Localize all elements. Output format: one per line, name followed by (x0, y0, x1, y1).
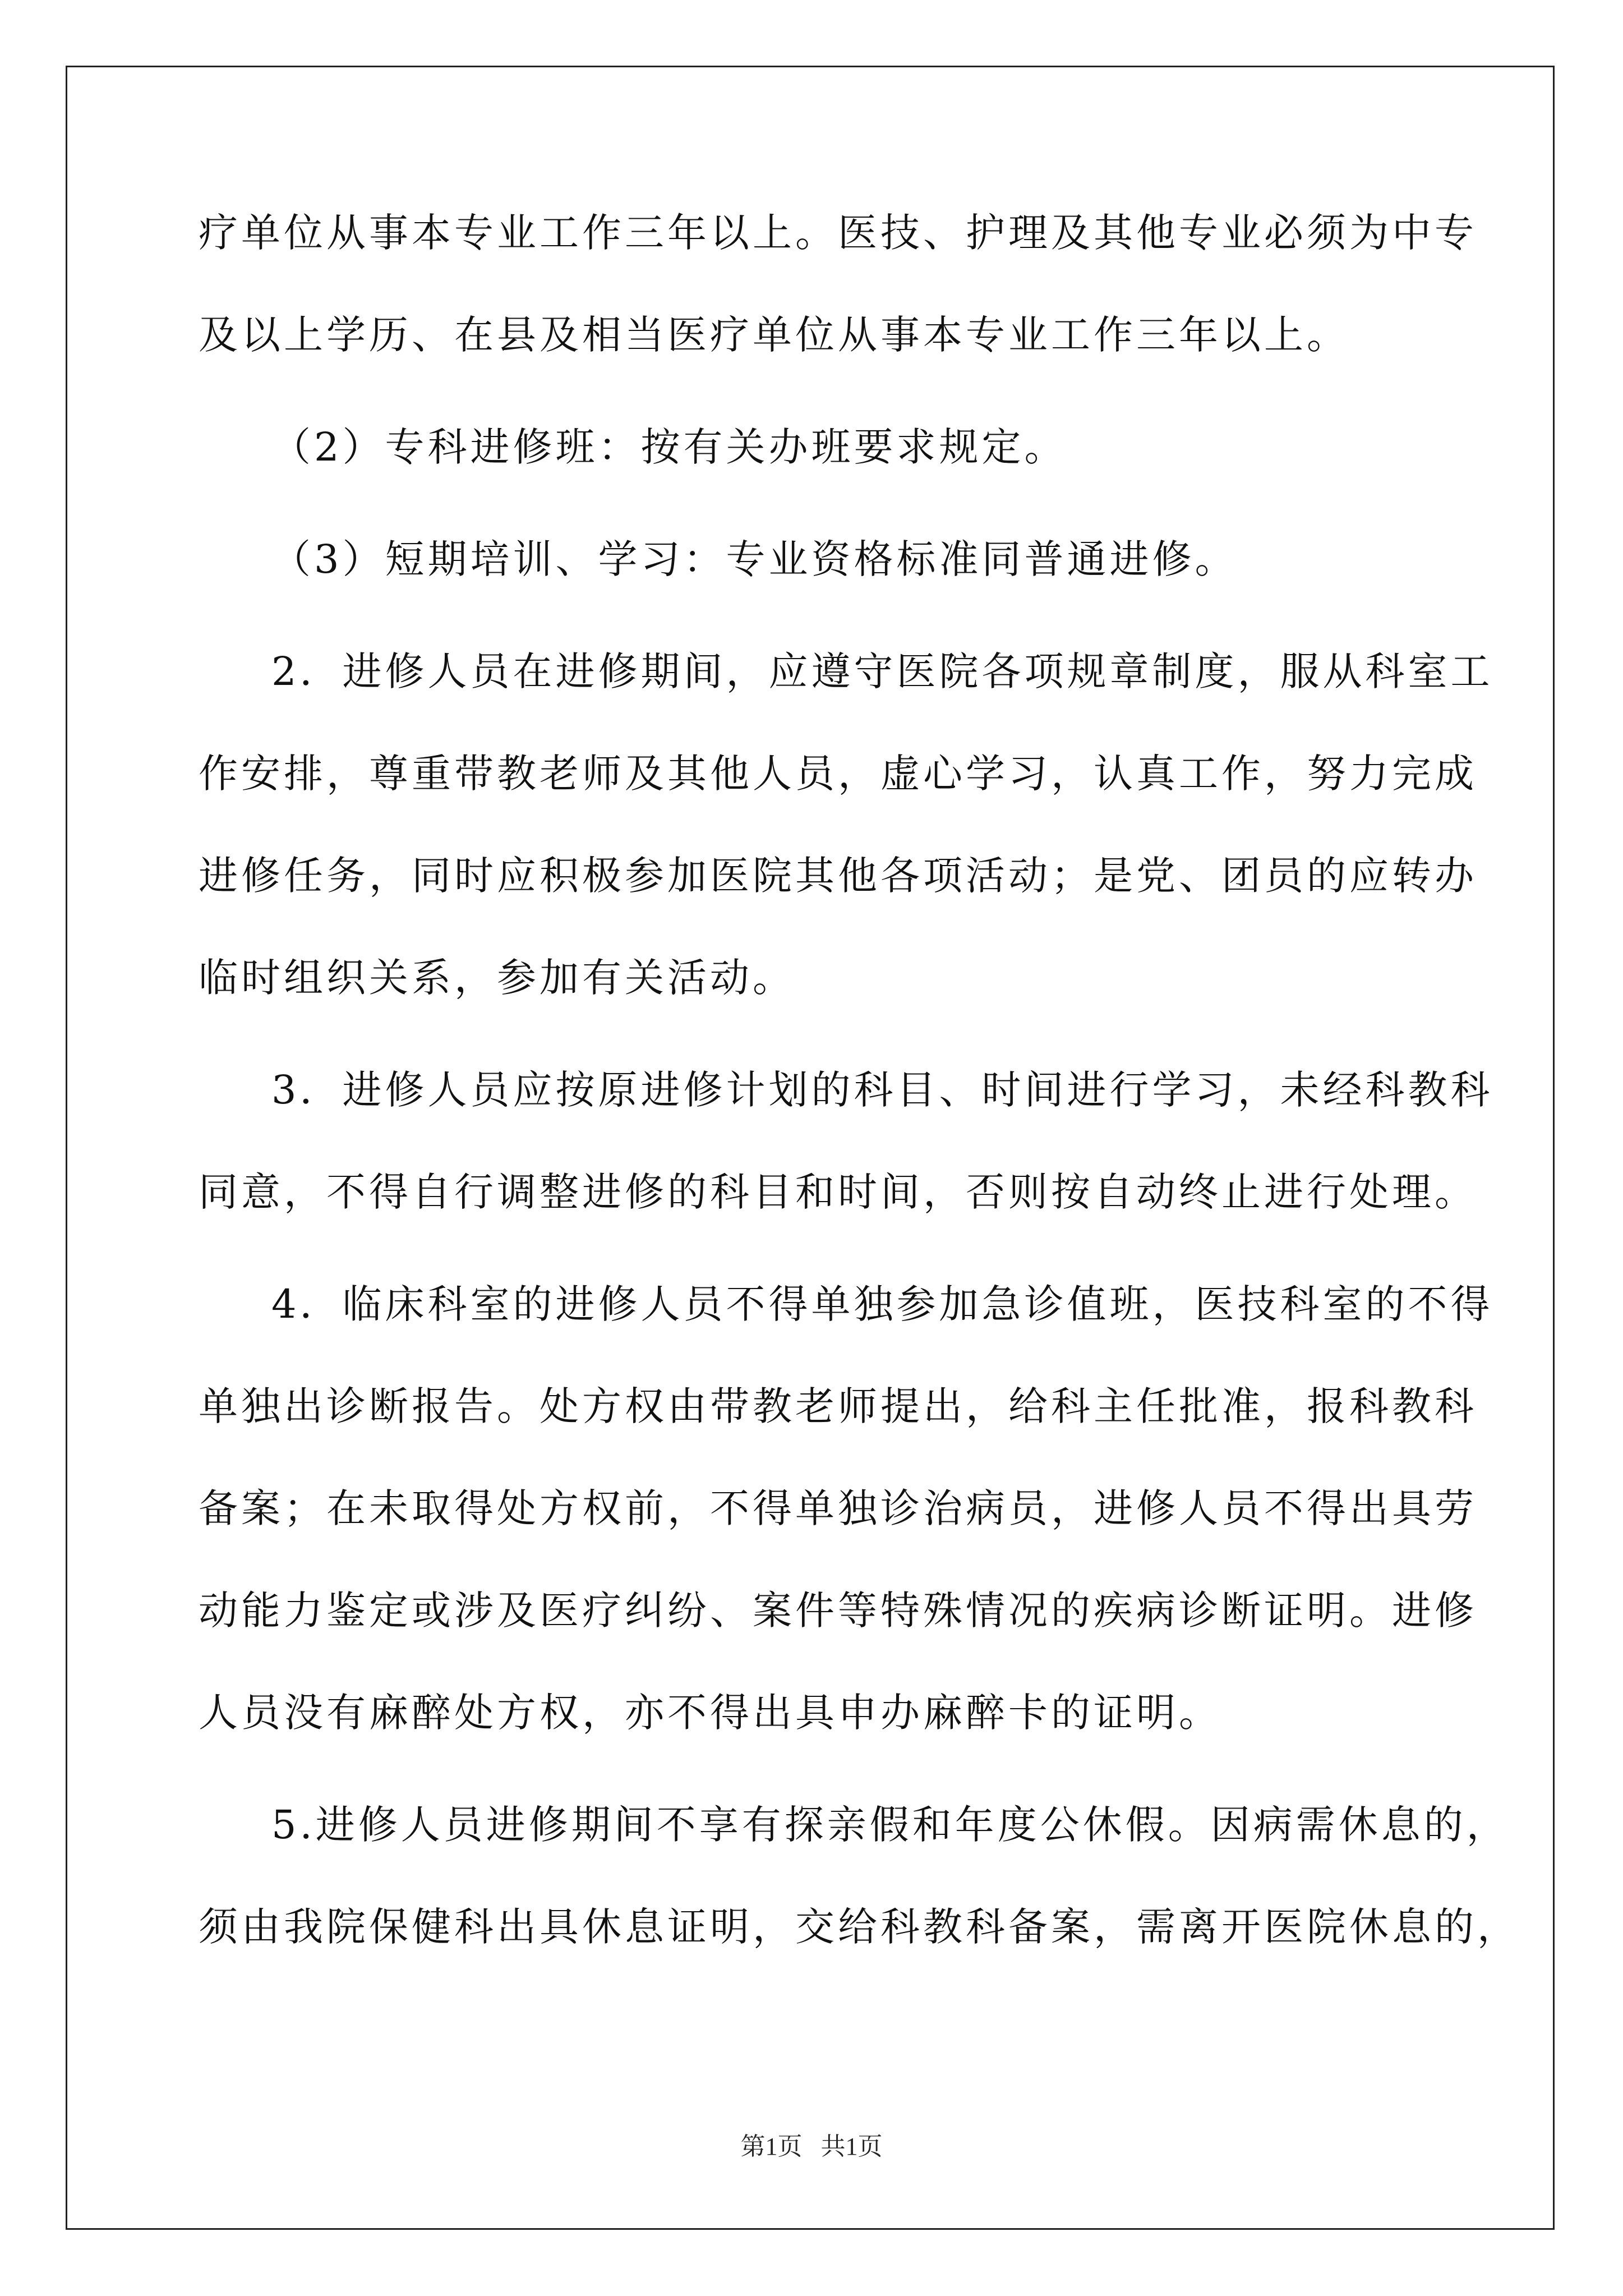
text-line: 4．临床科室的进修人员不得单独参加急诊值班，医技科室的不得 (271, 1281, 1493, 1327)
text-line: 疗单位从事本专业工作三年以上。医技、护理及其他专业必须为中专 (199, 210, 1477, 256)
text-line: 动能力鉴定或涉及医疗纠纷、案件等特殊情况的疾病诊断证明。进修 (199, 1588, 1477, 1634)
text-line: 备案；在未取得处方权前，不得单独诊治病员，进修人员不得出具劳 (199, 1485, 1477, 1531)
text-line: 2．进修人员在进修期间，应遵守医院各项规章制度，服从科室工 (271, 648, 1493, 694)
text-line: 临时组织关系，参加有关活动。 (199, 955, 795, 1001)
text-line: 3．进修人员应按原进修计划的科目、时间进行学习，未经科教科 (271, 1067, 1493, 1113)
text-line: （2）专科进修班：按有关办班要求规定。 (271, 424, 1067, 470)
text-line: 作安排，尊重带教老师及其他人员，虚心学习，认真工作，努力完成 (199, 751, 1477, 797)
text-line: 单独出诊断报告。处方权由带教老师提出，给科主任批准，报科教科 (199, 1383, 1477, 1429)
text-line: 须由我院保健科出具休息证明，交给科教科备案，需离开医院休息的， (199, 1904, 1520, 1950)
page-footer: 第1页 共1页 (740, 2133, 883, 2160)
text-line: 同意，不得自行调整进修的科目和时间，否则按自动终止进行处理。 (199, 1169, 1477, 1215)
text-line: 人员没有麻醉处方权，亦不得出具申办麻醉卡的证明。 (199, 1690, 1221, 1736)
text-line: 5.进修人员进修期间不享有探亲假和年度公休假。因病需休息的， (271, 1802, 1509, 1848)
text-line: 进修任务，同时应积极参加医院其他各项活动；是党、团员的应转办 (199, 853, 1477, 899)
text-line: （3）短期培训、学习：专业资格标准同普通进修。 (271, 536, 1238, 582)
text-line: 及以上学历、在县及相当医疗单位从事本专业工作三年以上。 (199, 312, 1349, 358)
